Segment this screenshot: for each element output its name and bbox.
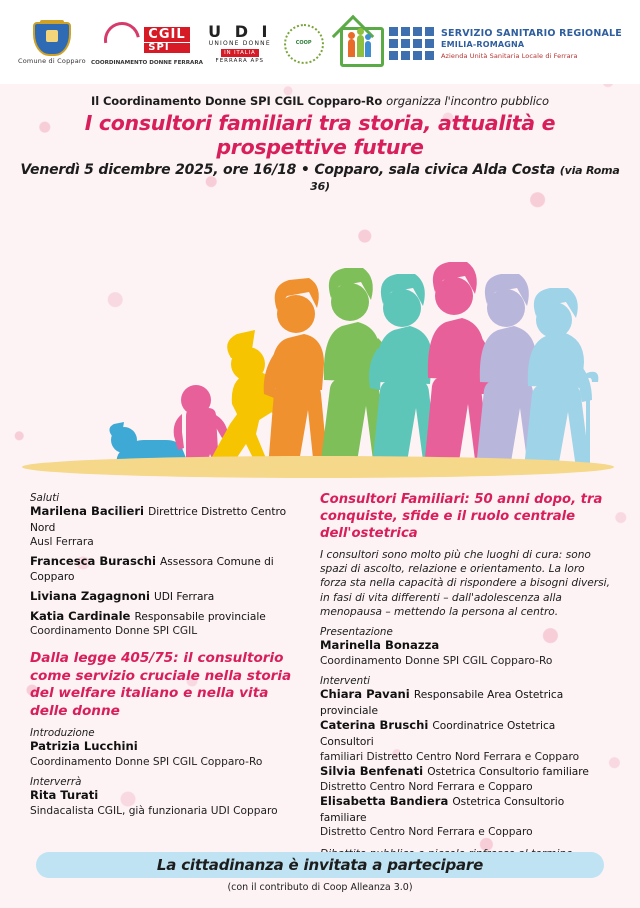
intervention-name: Caterina Bruschi (320, 718, 429, 733)
greeting-name: Katia Cardinale (30, 608, 131, 623)
interventions-label: Interventi (320, 675, 371, 688)
content-area (30, 492, 610, 860)
left-section-heading: Dalla legge 405/75: il consultorio come servizio cruciale nella storia del welfare italiano e nella vita delle donne (30, 650, 292, 719)
greeting-role: Direttrice Distretto Centro Nord (30, 506, 287, 534)
page-title: I consultori familiari tra storia, attualità e prospettive future (84, 111, 556, 159)
young-woman-figure (264, 278, 328, 468)
intervention-item (320, 764, 610, 794)
logo-udi (208, 21, 272, 65)
ssr-region: EMILIA-ROMAGNA (440, 39, 525, 49)
intervention-role: Coordinatrice Ostetrica Consultori (320, 720, 556, 749)
invitation-text: La cittadinanza è invitata a partecipare (156, 856, 484, 874)
intervention-name: Elisabetta Bandiera (320, 793, 449, 808)
ground-ellipse (22, 456, 614, 478)
intro-affiliation: Coordinamento Donne SPI CGIL Copparo-Ro (30, 755, 263, 768)
logo-coop-alleanza (277, 24, 331, 64)
greeting-role2: Coordinamento Donne SPI CGIL (30, 625, 198, 638)
udi-lead: U D I (208, 21, 272, 41)
intro-name: Patrizia Lucchini (30, 739, 138, 753)
greeting-role: Responsabile provinciale (134, 610, 266, 623)
intervention-role: Responsabile Area Ostetrica provinciale (320, 689, 564, 717)
logo-comune-caption: Comune di Copparo (18, 57, 86, 66)
greeting-item (30, 609, 298, 639)
intervention-item (320, 794, 610, 840)
intro-label: Introduzione (30, 727, 95, 739)
intervention-role: Ostetrica Consultorio familiare (427, 765, 589, 778)
logo-bar (0, 0, 640, 84)
logo-comune-di-copparo (18, 22, 86, 66)
presentation-affiliation: Coordinamento Donne SPI CGIL Copparo-Ro (320, 654, 553, 667)
intervention-name: Chiara Pavani (320, 687, 410, 702)
coop-ring-icon: COOP (284, 24, 324, 64)
intervention-item (320, 718, 610, 764)
right-column (320, 492, 610, 860)
greeting-item (30, 504, 298, 550)
cgil-caption: COORDINAMENTO DONNE FERRARA (90, 59, 203, 66)
greetings-label: Saluti (30, 492, 60, 504)
ausl-grid-icon (389, 27, 435, 61)
intervention-name: Silvia Benfenati (320, 763, 424, 778)
right-section-heading: Consultori Familiari: 50 anni dopo, tra conquiste, sfide e il ruolo centrale dell'ostetrica (320, 492, 603, 541)
event-date-main: Venerdì 5 dicembre 2025, ore 16/18 • Copparo, sala civica Alda Costa (20, 162, 560, 178)
logo-cgil-spi (91, 22, 203, 67)
invitation-banner (36, 852, 604, 878)
greeting-name: Francesca Buraschi (30, 553, 156, 568)
greeting-role: Assessora Comune di Copparo (30, 555, 274, 584)
intervention-item (320, 687, 610, 718)
presentation-label: Presentazione (320, 626, 393, 639)
speaker-affiliation: Sindacalista CGIL, già funzionaria UDI Copparo (30, 804, 278, 817)
speaker-name: Rita Turati (30, 787, 99, 802)
presentation-name: Marinella Bonazza (320, 638, 440, 653)
event-address-note: (via Roma 36) (310, 164, 620, 193)
women-silhouettes-svg (0, 168, 640, 488)
greeting-item (30, 554, 298, 585)
cgil-swirl-icon (97, 14, 147, 64)
intervention-role2: Distretto Centro Nord Ferrara e Copparo (320, 780, 533, 793)
udi-tag2: FERRARA APS (215, 58, 265, 65)
greeting-role2: Ausl Ferrara (30, 536, 94, 549)
greeting-name: Marilena Bacilieri (30, 504, 145, 518)
logo-servizio-sanitario-regionale (389, 27, 622, 61)
cgil-label: CGIL (144, 27, 189, 42)
intervention-role2: Distretto Centro Nord Ferrara e Copparo (320, 826, 533, 839)
udi-tag: IN ITALIA (221, 49, 258, 57)
udi-sub: UNIONE DONNE (208, 39, 271, 47)
greeting-role: UDI Ferrara (153, 590, 215, 603)
silhouette-illustration (0, 168, 640, 488)
elder-woman-cane-figure (524, 288, 598, 468)
spi-label: SPI (144, 43, 189, 53)
greeting-item (30, 589, 298, 605)
organizer-emphasis: organizza l'incontro pubblico (386, 94, 549, 108)
speaker-label: Interverrà (30, 775, 82, 788)
sponsor-note: (con il contributo di Coop Alleanza 3.0) (227, 882, 413, 893)
right-paragraph: I consultori sono molto più che luoghi di cura: sono spazi di ascolto, relazione e orientamento. La loro forza sta nella capacità di rispondere a bisogni diversi, in fasi di vita differenti – dall'adolescenza alla menopausa – mettendo la persona al centro. (320, 548, 610, 618)
coat-of-arms-icon (32, 22, 72, 56)
house-people-icon (336, 23, 384, 65)
organizer-line (18, 94, 622, 108)
intervention-role: Ostetrica Consultorio familiare (320, 795, 565, 824)
logo-casa (336, 23, 384, 65)
ssr-title: SERVIZIO SANITARIO REGIONALE (440, 28, 622, 39)
greeting-name: Liviana Zagagnoni (30, 588, 150, 603)
organizer-text: Il Coordinamento Donne SPI CGIL Copparo-Ro (91, 94, 387, 108)
intervention-role2: familiari Distretto Centro Nord Ferrara e Copparo (320, 750, 580, 763)
left-column (30, 492, 298, 860)
ssr-ausl: Azienda Unità Sanitaria Locale di Ferrara (440, 51, 578, 60)
